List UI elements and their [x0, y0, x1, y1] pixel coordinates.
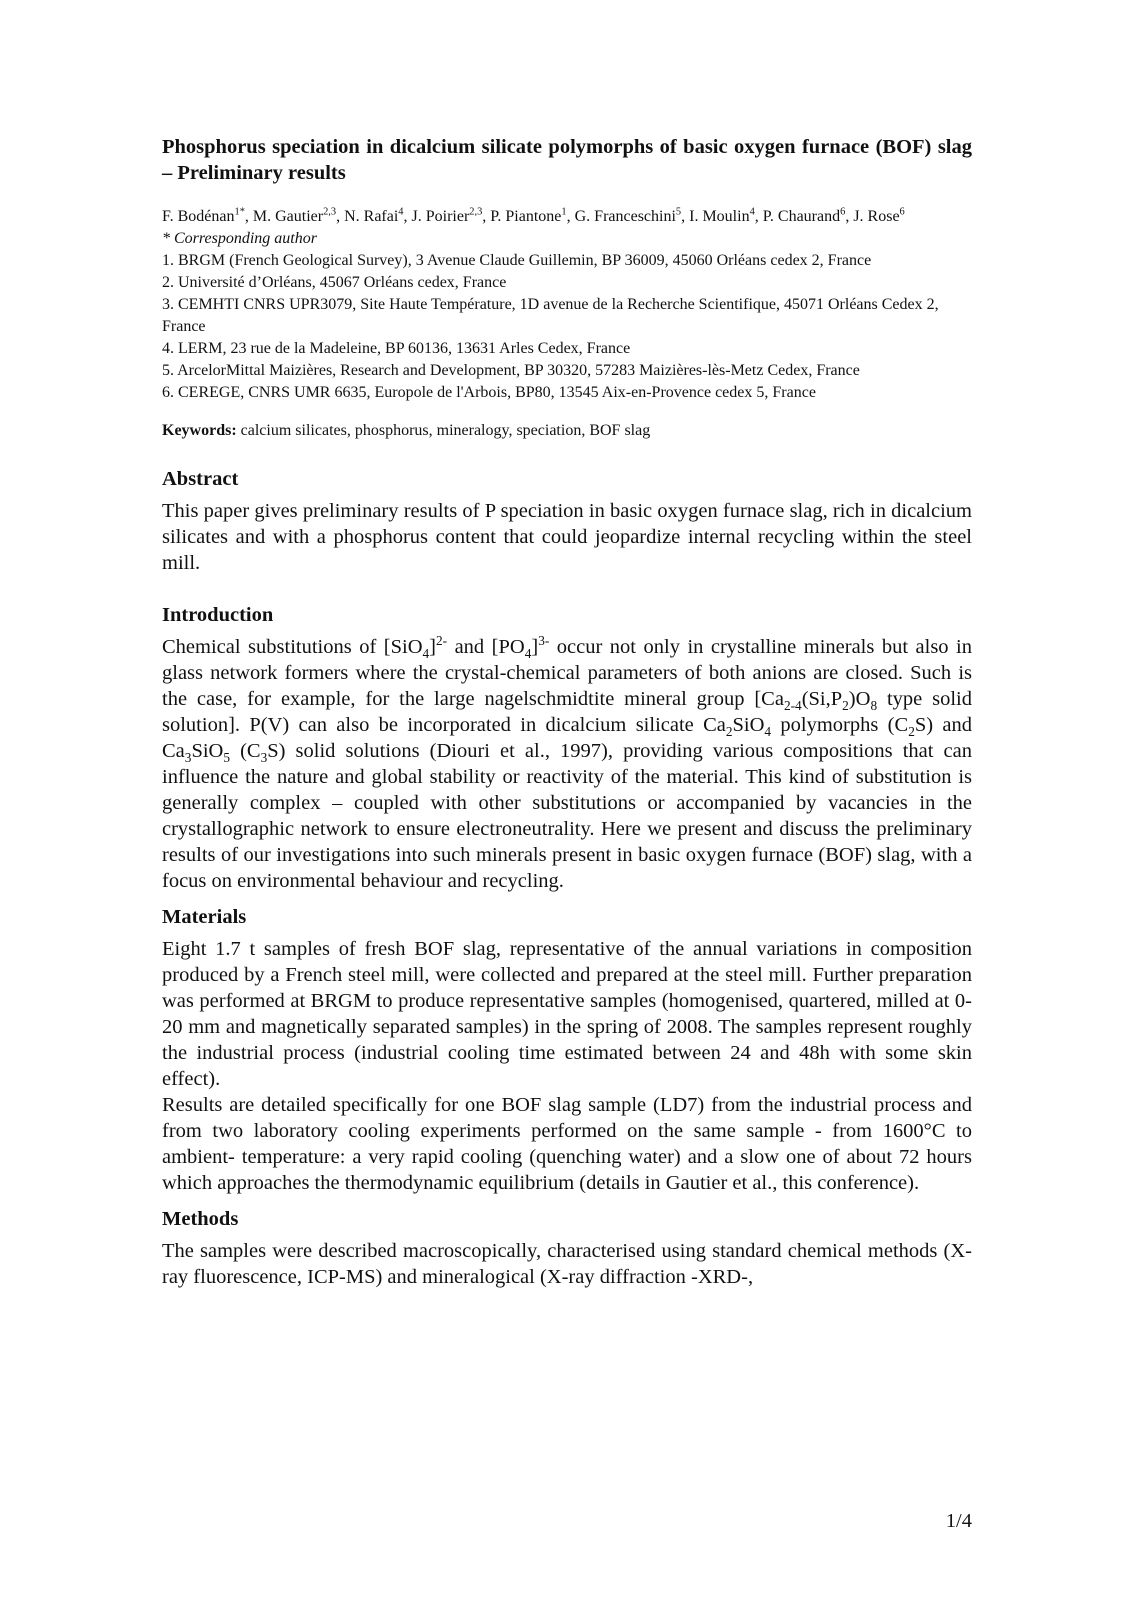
affiliation: 6. CEREGE, CNRS UMR 6635, Europole de l'Arbois, BP80, 13545 Aix-en-Provence cedex 5, France: [162, 384, 816, 401]
author-affiliation-marker: 6: [899, 206, 905, 218]
author-name: P. Chaurand: [762, 208, 841, 225]
introduction-text: Chemical substitutions of $[SiO_4]^{2-}$ and $[PO_4]^{3-}$ occur not only in crystalline minerals but also in glass network formers where the crystal-chemical parameters of both anions are closed. Such is the case, for example, for the large nagelschmidtite mineral group [$Ca_{2-4}(Si,P_2)O_8$ type solid solution]. P(V) can also be incorporated in dicalcium silicate $Ca_2SiO_4$ polymorphs $(C_2S)$ and $Ca_3SiO_5$ $(C_3S)$ solid solutions (Diouri et al., 1997), providing various compositions that can influence the nature and global stability or reactivity of the material. This kind of substitution is generally complex – coupled with other substitutions or accompanied by vacancies in the crystallographic network to ensure electroneutrality. Here we present and discuss the preliminary results of our investigations into such minerals present in basic oxygen furnace (BOF) slag, with a focus on environmental behaviour and recycling.: [162, 633, 973, 892]
author-affiliation-marker: 4: [398, 206, 404, 218]
keywords-text: calcium silicates, phosphorus, mineralogy, speciation, BOF slag: [236, 422, 651, 439]
keywords: [162, 420, 972, 442]
paper-page: [162, 134, 972, 1290]
author-affiliation-marker: 1*: [234, 206, 245, 218]
author-name: I. Moulin: [689, 208, 750, 225]
author-name: P. Piantone: [490, 208, 562, 225]
introduction-heading: Introduction: [162, 604, 274, 626]
author-affiliation-marker: 2,3: [469, 206, 483, 218]
page-number: 1/4: [945, 1510, 972, 1532]
abstract-text: This paper gives preliminary results of P speciation in basic oxygen furnace slag, rich in dicalcium silicates and with a phosphorus content that could jeopardize internal recycling within the steel mill.: [162, 500, 972, 574]
paper-title: Phosphorus speciation in dicalcium silicate polymorphs of basic oxygen furnace (BOF) slag – Preliminary results: [162, 136, 972, 184]
author-affiliation-marker: 2,3: [323, 206, 337, 218]
author-name: F. Bodénan: [162, 208, 235, 225]
affiliation: 1. BRGM (French Geological Survey), 3 Avenue Claude Guillemin, BP 36009, 45060 Orléans cedex 2, France: [162, 252, 872, 269]
author-list: F. Bodénan$^{1*}$, M. Gautier$^{2,3}$, N. Rafai$^4$, J. Poirier$^{2,3}$, P. Piantone$^1$, G. Franceschini$^5$, I. Moulin$^4$, P. Chaurand$^6$, J. Rose$^6$: [162, 206, 905, 225]
materials-paragraph-1: Eight 1.7 t samples of fresh BOF slag, representative of the annual variations in composition produced by a French steel mill, were collected and prepared at the steel mill. Further preparation was performed at BRGM to produce representative samples (homogenised, quartered, milled at 0-20 mm and magnetically separated samples) in the spring of 2008. The samples represent roughly the industrial process (industrial cooling time estimated between 24 and 48h with some skin effect).: [162, 938, 972, 1090]
affiliation: 3. CEMHTI CNRS UPR3079, Site Haute Température, 1D avenue de la Recherche Scientifique, 45071 Orléans Cedex 2, France: [162, 296, 939, 335]
affiliation-list: [162, 250, 972, 404]
affiliation: 4. LERM, 23 rue de la Madeleine, BP 60136, 13631 Arles Cedex, France: [162, 340, 631, 357]
corresponding-author-note: * Corresponding author: [162, 230, 317, 247]
methods-text: The samples were described macroscopically, characterised using standard chemical methods (X-ray fluorescence, ICP-MS) and mineralogical (X-ray diffraction -XRD-,: [162, 1240, 972, 1288]
author-affiliation-marker: 4: [749, 206, 755, 218]
abstract-heading: Abstract: [162, 468, 239, 490]
author-affiliation-marker: 1: [561, 206, 567, 218]
author-name: G. Franceschini: [574, 208, 676, 225]
keywords-label: Keywords:: [162, 422, 237, 439]
author-affiliation-marker: 5: [675, 206, 682, 218]
author-name: N. Rafai: [344, 208, 399, 225]
author-name: M. Gautier: [252, 208, 324, 225]
affiliation: 5. ArcelorMittal Maizières, Research and Development, BP 30320, 57283 Maizières-lès-Metz Cedex, France: [162, 362, 860, 379]
materials-paragraph-2: Results are detailed specifically for one BOF slag sample (LD7) from the industrial process and from two laboratory cooling experiments performed on the same sample - from 1600°C to ambient- temperature: a very rapid cooling (quenching water) and a slow one of about 72 hours which approaches the thermodynamic equilibrium (details in Gautier et al., this conference).: [162, 1094, 972, 1194]
author-affiliation-marker: 6: [840, 206, 846, 218]
methods-heading: Methods: [162, 1208, 239, 1230]
author-name: J. Rose: [853, 208, 900, 225]
materials-heading: Materials: [162, 906, 247, 928]
affiliation: 2. Université d’Orléans, 45067 Orléans cedex, France: [162, 274, 507, 291]
author-name: J. Poirier: [411, 208, 470, 225]
